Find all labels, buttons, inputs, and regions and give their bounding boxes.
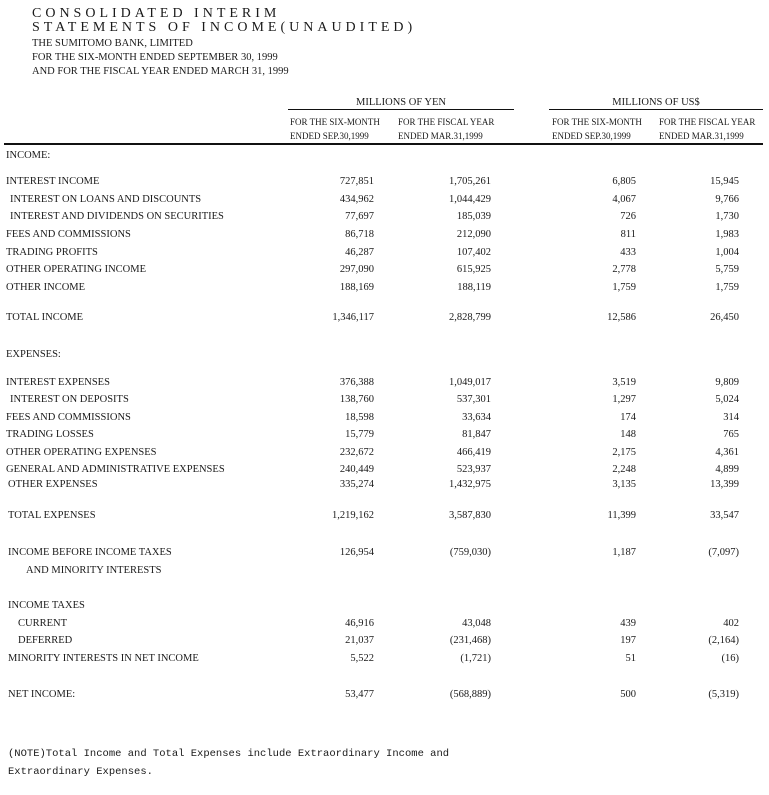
row-value-y: 5,522 — [350, 653, 374, 664]
row-label: MINORITY INTERESTS IN NET INCOME — [8, 653, 199, 664]
footnote: (NOTE)Total Income and Total Expenses include Extraordinary Income and Extraordinary Expenses. — [8, 748, 450, 778]
header-bottom-rule — [4, 143, 763, 145]
row-value-y: 1,219,162 — [332, 510, 374, 521]
row-label: OTHER OPERATING EXPENSES — [6, 447, 157, 458]
row-value-y: 727,851 — [339, 176, 374, 187]
row-label: OTHER INCOME — [6, 282, 86, 293]
row-value-u2: 4,899 — [715, 464, 739, 475]
row-label: INCOME TAXES — [8, 600, 85, 611]
row-value-f: 2,828,799 — [449, 312, 491, 323]
row-value-y: 232,672 — [339, 447, 374, 458]
row-label: INTEREST AND DIVIDENDS ON SECURITIES — [10, 211, 224, 222]
row-label: INCOME BEFORE INCOME TAXES — [8, 547, 172, 558]
row-value-y: 188,169 — [339, 282, 374, 293]
row-value-u1: 811 — [620, 229, 636, 240]
col-header-yen-fiscal: FOR THE FISCAL YEAR ENDED MAR.31,1999 — [398, 117, 495, 141]
row-value-u1: 433 — [620, 247, 636, 258]
row-value-u1: 174 — [620, 412, 636, 423]
row-value-f: 188,119 — [457, 282, 491, 293]
row-value-u2: 1,004 — [715, 247, 739, 258]
row-value-u2: (2,164) — [708, 635, 739, 646]
row-value-u1: 2,248 — [612, 464, 636, 475]
usd-group-rule — [549, 109, 763, 110]
row-label: NET INCOME: — [8, 689, 76, 700]
row-value-f: (759,030) — [449, 547, 491, 558]
yen-group-header: MILLIONS OF YEN — [355, 97, 447, 108]
row-value-u1: 3,519 — [612, 377, 636, 388]
row-value-u2: 13,399 — [710, 479, 739, 490]
row-value-f: 523,937 — [456, 464, 491, 475]
row-value-f: 107,402 — [456, 247, 491, 258]
row-value-u1: 12,586 — [607, 312, 636, 323]
col-header-usd-fiscal: FOR THE FISCAL YEAR ENDED MAR.31,1999 — [659, 117, 756, 141]
row-value-u1: 2,175 — [612, 447, 636, 458]
row-value-u2: 15,945 — [710, 176, 739, 187]
row-value-u1: 500 — [620, 689, 636, 700]
row-value-u2: (16) — [721, 653, 739, 664]
row-value-u2: 765 — [723, 429, 739, 440]
period-line-1: FOR THE SIX-MONTH ENDED SEPTEMBER 30, 1999 — [32, 52, 278, 63]
row-value-f: 81,847 — [462, 429, 491, 440]
row-value-u2: 5,024 — [715, 394, 739, 405]
row-value-u1: 1,759 — [612, 282, 636, 293]
row-value-f: 33,634 — [462, 412, 491, 423]
row-label: TRADING LOSSES — [6, 429, 94, 440]
row-value-f: 1,049,017 — [449, 377, 491, 388]
row-value-y: 1,346,117 — [332, 312, 374, 323]
row-value-y: 46,916 — [345, 618, 374, 629]
row-value-u1: 148 — [620, 429, 636, 440]
row-value-f: (231,468) — [449, 635, 491, 646]
row-value-f: 615,925 — [456, 264, 491, 275]
row-value-u2: 1,983 — [715, 229, 739, 240]
row-value-y: 434,962 — [339, 194, 374, 205]
row-label: OTHER EXPENSES — [8, 479, 98, 490]
row-label: FEES AND COMMISSIONS — [6, 229, 131, 240]
row-value-u1: 11,399 — [607, 510, 636, 521]
row-value-y: 240,449 — [339, 464, 374, 475]
row-value-f: 43,048 — [462, 618, 491, 629]
row-value-f: (568,889) — [449, 689, 491, 700]
title-line-1: CONSOLIDATED INTERIM — [32, 6, 281, 21]
row-value-u2: 1,730 — [715, 211, 739, 222]
row-value-y: 53,477 — [345, 689, 374, 700]
row-value-f: 212,090 — [456, 229, 491, 240]
row-value-f: 1,705,261 — [449, 176, 491, 187]
row-value-u2: 402 — [723, 618, 739, 629]
row-label: OTHER OPERATING INCOME — [6, 264, 146, 275]
row-label: GENERAL AND ADMINISTRATIVE EXPENSES — [6, 464, 225, 475]
row-value-y: 21,037 — [345, 635, 374, 646]
row-value-u1: 439 — [620, 618, 636, 629]
row-value-y: 297,090 — [339, 264, 374, 275]
row-value-u2: (7,097) — [708, 547, 739, 558]
row-label: INTEREST ON LOANS AND DISCOUNTS — [10, 194, 202, 205]
row-value-u1: 726 — [620, 211, 636, 222]
row-label: TOTAL INCOME — [6, 312, 84, 323]
yen-group-rule — [288, 109, 514, 110]
row-value-f: 537,301 — [456, 394, 491, 405]
row-value-u1: 3,135 — [612, 479, 636, 490]
row-value-u1: 6,805 — [612, 176, 636, 187]
row-value-f: 1,432,975 — [449, 479, 491, 490]
col-header-usd-six-month: FOR THE SIX-MONTH ENDED SEP.30,1999 — [552, 117, 642, 141]
row-value-u2: 26,450 — [710, 312, 739, 323]
row-label: TOTAL EXPENSES — [8, 510, 96, 521]
row-value-u2: 314 — [723, 412, 739, 423]
row-value-u2: 1,759 — [715, 282, 739, 293]
row-value-y: 126,954 — [339, 547, 374, 558]
row-value-y: 376,388 — [339, 377, 374, 388]
row-value-f: 466,419 — [456, 447, 491, 458]
row-label: DEFERRED — [18, 635, 73, 646]
row-label: INTEREST EXPENSES — [6, 377, 110, 388]
period-line-2: AND FOR THE FISCAL YEAR ENDED MARCH 31, 1999 — [32, 66, 289, 77]
row-value-y: 335,274 — [339, 479, 374, 490]
col-header-yen-six-month: FOR THE SIX-MONTH ENDED SEP.30,1999 — [290, 117, 380, 141]
row-label: FEES AND COMMISSIONS — [6, 412, 131, 423]
row-value-f: 3,587,830 — [449, 510, 491, 521]
row-value-u1: 1,187 — [612, 547, 636, 558]
row-label: INCOME: — [6, 150, 51, 161]
row-value-f: 185,039 — [456, 211, 491, 222]
row-value-f: 1,044,429 — [449, 194, 491, 205]
row-value-u2: (5,319) — [708, 689, 739, 700]
row-value-y: 86,718 — [345, 229, 374, 240]
row-value-y: 46,287 — [345, 247, 374, 258]
row-value-u2: 4,361 — [715, 447, 739, 458]
row-label: INTEREST ON DEPOSITS — [10, 394, 129, 405]
row-value-u1: 1,297 — [612, 394, 636, 405]
row-label: INTEREST INCOME — [6, 176, 100, 187]
title-line-2: STATEMENTS OF INCOME(UNAUDITED) — [32, 20, 417, 35]
row-value-u2: 9,766 — [715, 194, 739, 205]
row-label: CURRENT — [18, 618, 68, 629]
row-value-f: (1,721) — [460, 653, 491, 664]
row-value-u1: 197 — [620, 635, 636, 646]
row-value-y: 15,779 — [345, 429, 374, 440]
row-label: TRADING PROFITS — [6, 247, 98, 258]
row-label: EXPENSES: — [6, 349, 61, 360]
row-value-u1: 4,067 — [612, 194, 636, 205]
row-value-u2: 5,759 — [715, 264, 739, 275]
row-value-u1: 51 — [625, 653, 636, 664]
row-value-u2: 33,547 — [710, 510, 739, 521]
usd-group-header: MILLIONS OF US$ — [612, 97, 700, 108]
row-value-y: 138,760 — [339, 394, 374, 405]
row-value-y: 18,598 — [345, 412, 374, 423]
row-value-u2: 9,809 — [715, 377, 739, 388]
row-label: AND MINORITY INTERESTS — [26, 565, 162, 576]
row-value-u1: 2,778 — [612, 264, 636, 275]
company-name: THE SUMITOMO BANK, LIMITED — [32, 38, 193, 49]
row-value-y: 77,697 — [345, 211, 374, 222]
